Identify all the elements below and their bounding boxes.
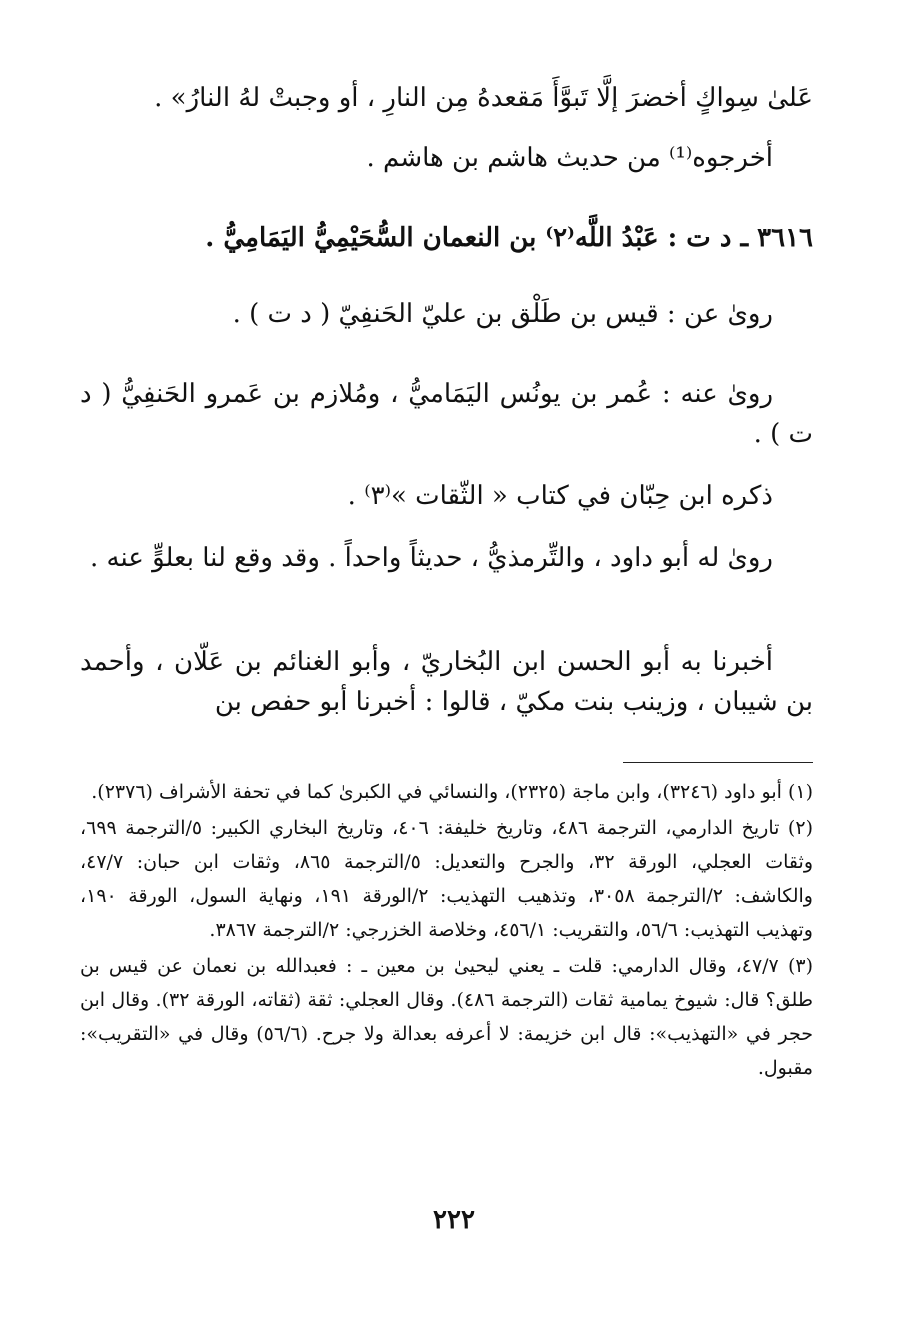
footnote-2: (٢) تاريخ الدارمي، الترجمة ٤٨٦، وتاريخ خليفة: ٤٠٦، وتاريخ البخاري الكبير: ٥/الترجمة ٦٩٩، وثقات العجلي، الورقة ٣٢، والجرح والتعديل: ٥/الترجمة ٨٦٥، وثقات ابن حبان: ٤٧/٧، والكاشف: ٢/الترجمة ٣٠٥٨، وتذهيب التهذيب: ٢/الورقة ١٩١، ونهاية السول، الورقة ١٩٠، وتهذيب التهذيب: ٥٦/٦، والتقريب: ٤٥٦/١، وخلاصة الخزرجي: ٢/الترجمة ٣٨٦٧.	[80, 817, 813, 941]
footnote-3: (٣) ٤٧/٧، وقال الدارمي: قلت ـ يعني ليحيىٰ بن معين ـ : فعبدالله بن نعمان عن قيس بن طلق؟ قال: شيوخ يمامية ثقات (الترجمة ٤٨٦). وقال العجلي: ثقة (ثقاته، الورقة ٣٢). وقال ابن حجر في «التهذيب»: قال ابن خزيمة: لا أعرفه بعدالة ولا جرح. (٥٦/٦) وقال في «التقريب»: مقبول.	[80, 955, 813, 1079]
paragraph-thiqat: ذكره ابن حِبّان في كتاب « الثّقات »⁽٣⁾ .	[347, 481, 773, 511]
entry-heading: ٣٦١٦ ـ د ت : عَبْدُ اللَّه⁽٢⁾ بن النعمان السُّحَيْمِيُّ اليَمَامِيُّ .	[205, 223, 813, 253]
footnote-1: (١) أبو داود (٣٢٤٦)، وابن ماجة (٢٣٢٥)، والنسائي في الكبرىٰ كما في تحفة الأشراف (٢٣٧٦).	[91, 781, 813, 803]
paragraph-riwaya: روىٰ له أبو داود ، والتِّرمذيُّ ، حديثاً واحداً . وقد وقع لنا بعلوٍّ عنه .	[90, 543, 773, 573]
paragraph-hadith-end: عَلىٰ سِواكٍ أخضرَ إلَّا تَبوَّأَ مَقعدهُ مِن النارِ ، أو وجبتْ لهُ النارُ» .	[154, 83, 813, 113]
paragraph-isnad: أخبرنا به أبو الحسن ابن البُخاريّ ، وأبو الغنائم بن عَلّان ، وأحمد بن شيبان ، وزينب بنت مكيّ ، قالوا : أخبرنا أبو حفص بن	[80, 647, 813, 717]
paragraph-takhrij: أخرجوه⁽¹⁾ من حديث هاشم بن هاشم .	[366, 143, 773, 173]
paragraph-narrated-from: روىٰ عن : قيس بن طَلْق بن عليّ الحَنفِيّ ( د ت ) .	[232, 299, 773, 329]
paragraph-narrated-by: روىٰ عنه : عُمر بن يونُس اليَمَاميُّ ، ومُلازم بن عَمرو الحَنفِيُّ ( د ت ) .	[80, 379, 813, 449]
page-number: ٢٢٢	[433, 1205, 475, 1235]
footnotes-block	[80, 775, 813, 1087]
footnote-divider	[623, 762, 813, 763]
